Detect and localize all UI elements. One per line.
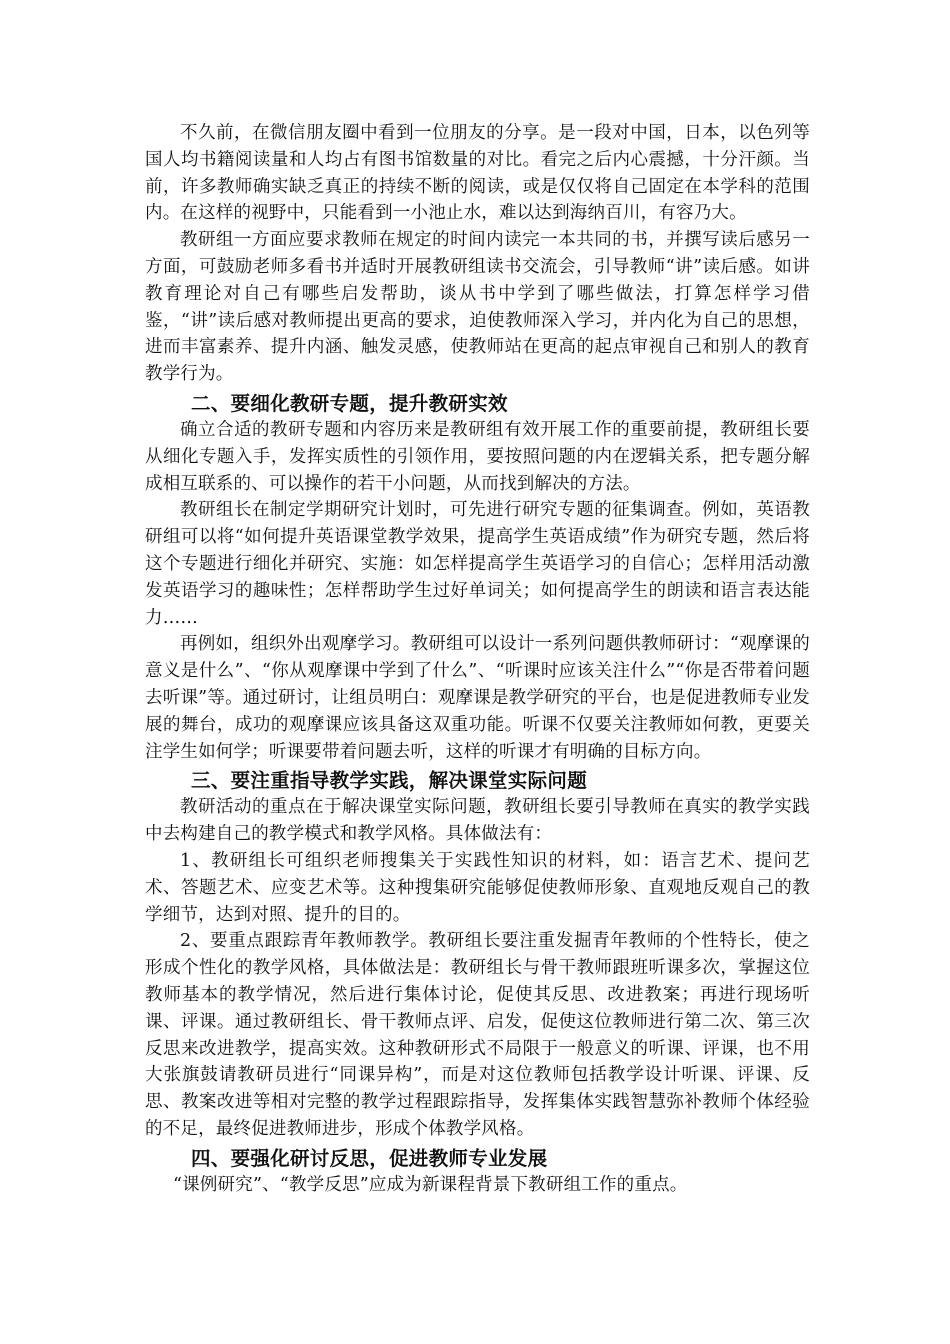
paragraph-practice-item-2: 2、要重点跟踪青年教师教学。教研组长要注重发掘青年教师的个性特长，使之形成个性化的教学风格，具体做法是：教研组长与骨干教师跟班听课多次，掌握这位教师基本的教学情况，然后进行集体讨论，促使其反思、改进教案；再进行现场听课、评课。通过教研组长、骨干教师点评、启发，促使这位教师进行第二次、第三次反思来改进教学，提高实效。这种教研形式不局限于一般意义的听课、评课，也不用大张旗鼓请教研员进行“同课异构”，而是对这位教师包括教学设计听课、评课、反思、教案改进等相对完整的教学过程跟踪指导，发挥集体实践智慧弥补教师个体经验的不足，最终促进教师进步，形成个体教学风格。 <box>145 931 810 1139</box>
document-page <box>145 120 810 1198</box>
paragraph-practice-intro: 教研活动的重点在于解决课堂实际问题，教研组长要引导教师在真实的教学实践中去构建自己的教学模式和教学风格。具体做法有： <box>145 797 810 845</box>
section-heading-3: 三、要注重指导教学实践，解决课堂实际问题 <box>191 769 588 793</box>
paragraph-reflection: “课例研究”、“教学反思”应成为新课程背景下教研组工作的重点。 <box>173 1174 688 1195</box>
section-heading-2: 二、要细化教研专题，提升教研实效 <box>191 391 508 415</box>
paragraph-observation-example: 再例如，组织外出观摩学习。教研组可以设计一系列问题供教师研讨：“观摩课的意义是什么”、“你从观摩课中学到了什么”、“听课时应该关注什么”“你是否带着问题去听课”等。通过研讨，让组员明白：观摩课是教学研究的平台，也是促进教师专业发展的舞台，成功的观摩课应该具备这双重功能。听课不仅要关注教师如何教，更要关注学生如何学；听课要带着问题去听，这样的听课才有明确的目标方向。 <box>145 634 810 762</box>
paragraph-english-example: 教研组长在制定学期研究计划时，可先进行研究专题的征集调查。例如，英语教研组可以将“如何提升英语课堂教学效果，提高学生英语成绩”作为研究专题，然后将这个专题进行细化并研究、实施：如怎样提高学生英语学习的自信心；怎样用活动激发英语学习的趣味性；怎样帮助学生过好单词关；如何提高学生的朗读和语言表达能力…… <box>145 500 810 628</box>
paragraph-reading-share: 不久前，在微信朋友圈中看到一位朋友的分享。是一段对中国，日本，以色列等国人均书籍阅读量和人均占有图书馆数量的对比。看完之后内心震撼，十分汗颜。当前，许多教师确实缺乏真正的持续不断的阅读，或是仅仅将自己固定在本学科的范围内。在这样的视野中，只能看到一小池止水，难以达到海纳百川，有容乃大。 <box>145 123 810 224</box>
section-heading-4: 四、要强化研讨反思，促进教师专业发展 <box>191 1146 548 1170</box>
paragraph-topic-refinement: 确立合适的教研专题和内容历来是教研组有效开展工作的重要前提，教研组长要从细化专题入手，发挥实质性的引领作用，要按照问题的内在逻辑关系，把专题分解成相互联系的、可以操作的若干小问题，从而找到解决的方法。 <box>145 419 810 494</box>
paragraph-reading-requirement: 教研组一方面应要求教师在规定的时间内读完一本共同的书，并撰写读后感另一方面，可鼓励老师多看书并适时开展教研组读书交流会，引导教师“讲”读后感。如讲教育理论对自己有哪些启发帮助，谈从书中学到了哪些做法，打算怎样学习借鉴，“讲”读后感对教师提出更高的要求，迫使教师深入学习，并内化为自己的思想，进而丰富素养、提升内涵、触发灵感，使教师站在更高的起点审视自己和别人的教育教学行为。 <box>145 230 810 385</box>
paragraph-practice-item-1: 1、教研组长可组织老师搜集关于实践性知识的材料，如：语言艺术、提问艺术、答题艺术、应变艺术等。这种搜集研究能够促使教师形象、直观地反观自己的教学细节，达到对照、提升的目的。 <box>145 850 810 925</box>
